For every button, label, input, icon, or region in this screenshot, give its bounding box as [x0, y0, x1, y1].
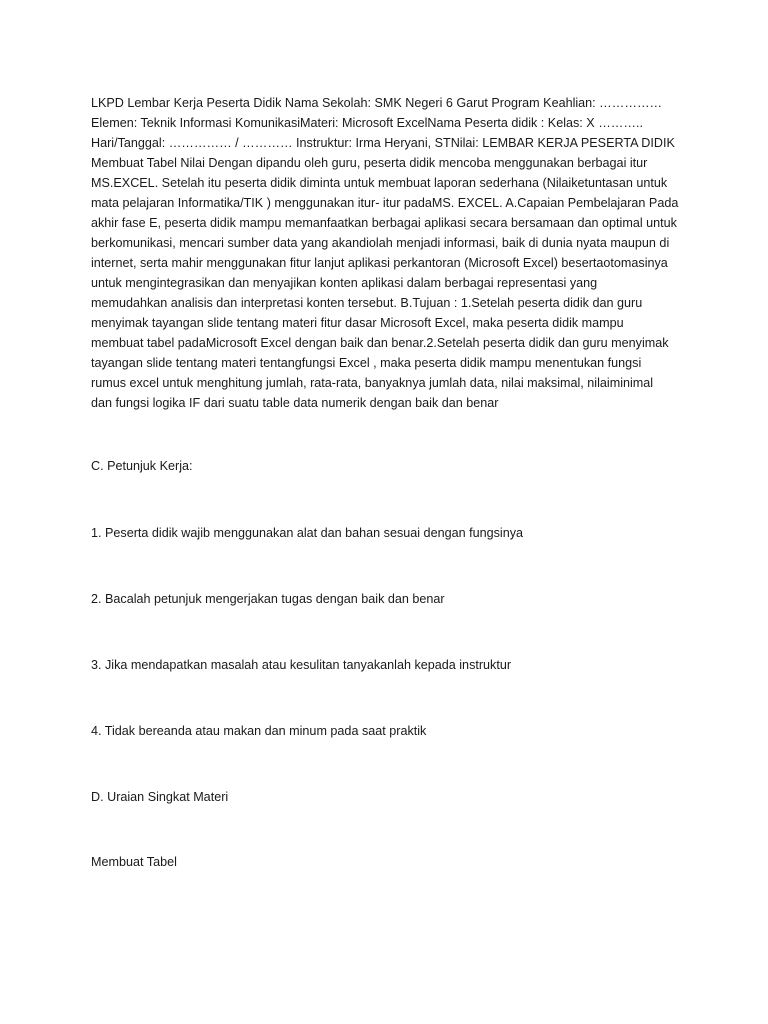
intro-line: LKPD Lembar Kerja Peserta Didik Nama Sekolah: SMK Negeri 6 Garut Program Keahlian: …………… — [91, 96, 663, 110]
intro-paragraph — [91, 93, 681, 413]
instruction-item-4: 4. Tidak bereanda atau makan dan minum pada saat praktik — [91, 724, 427, 738]
instruction-item-1: 1. Peserta didik wajib menggunakan alat dan bahan sesuai dengan fungsinya — [91, 526, 523, 540]
intro-line: mata pelajaran Informatika/TIK ) menggunakan itur- itur padaMS. EXCEL. A.Capaian Pembelajaran Pada — [91, 196, 679, 210]
intro-line: Membuat Tabel Nilai Dengan dipandu oleh guru, peserta didik mencoba menggunakan berbagai itur — [91, 156, 648, 170]
intro-line: internet, serta mahir menggunakan fitur lanjut aplikasi perkantoran (Microsoft Excel) besertaotomasinya — [91, 256, 668, 270]
intro-line: rumus excel untuk menghitung jumlah, rata-rata, banyaknya jumlah data, nilai maksimal, nilaiminimal — [91, 376, 654, 390]
intro-line: membuat tabel padaMicrosoft Excel dengan baik dan benar.2.Setelah peserta didik dan guru menyimak — [91, 336, 669, 350]
intro-line: tayangan slide tentang materi tentangfungsi Excel , maka peserta didik mampu menentukan fungsi — [91, 356, 642, 370]
intro-line: akhir fase E, peserta didik mampu memanfaatkan berbagai aplikasi secara bersamaan dan optimal untuk — [91, 216, 677, 230]
intro-line: MS.EXCEL. Setelah itu peserta didik diminta untuk membuat laporan sederhana (Nilaiketuntasan untuk — [91, 176, 668, 190]
intro-line: untuk mengintegrasikan dan menyajikan konten aplikasi dalam berbagai representasi yang — [91, 276, 598, 290]
subheading-membuat-tabel: Membuat Tabel — [91, 855, 177, 869]
intro-line: menyimak tayangan slide tentang materi fitur dasar Microsoft Excel, maka peserta didik mampu — [91, 316, 624, 330]
intro-line: Hari/Tanggal: …………… / ………… Instruktur: Irma Heryani, STNilai: LEMBAR KERJA PESERTA DIDIK — [91, 136, 675, 150]
instruction-item-2: 2. Bacalah petunjuk mengerjakan tugas dengan baik dan benar — [91, 592, 445, 606]
instruction-item-3: 3. Jika mendapatkan masalah atau kesulitan tanyakanlah kepada instruktur — [91, 658, 512, 672]
intro-line: memudahkan analisis dan interpretasi konten tersebut. B.Tujuan : 1.Setelah peserta didik dan guru — [91, 296, 643, 310]
intro-line: dan fungsi logika IF dari suatu table data numerik dengan baik dan benar — [91, 396, 499, 410]
intro-line: berkomunikasi, mencari sumber data yang akandiolah menjadi informasi, baik di dunia nyata maupun di — [91, 236, 670, 250]
intro-line: Elemen: Teknik Informasi KomunikasiMateri: Microsoft ExcelNama Peserta didik : Kelas: X ……….. — [91, 116, 643, 130]
section-d-heading: D. Uraian Singkat Materi — [91, 790, 229, 804]
section-c-heading: C. Petunjuk Kerja: — [91, 459, 193, 473]
